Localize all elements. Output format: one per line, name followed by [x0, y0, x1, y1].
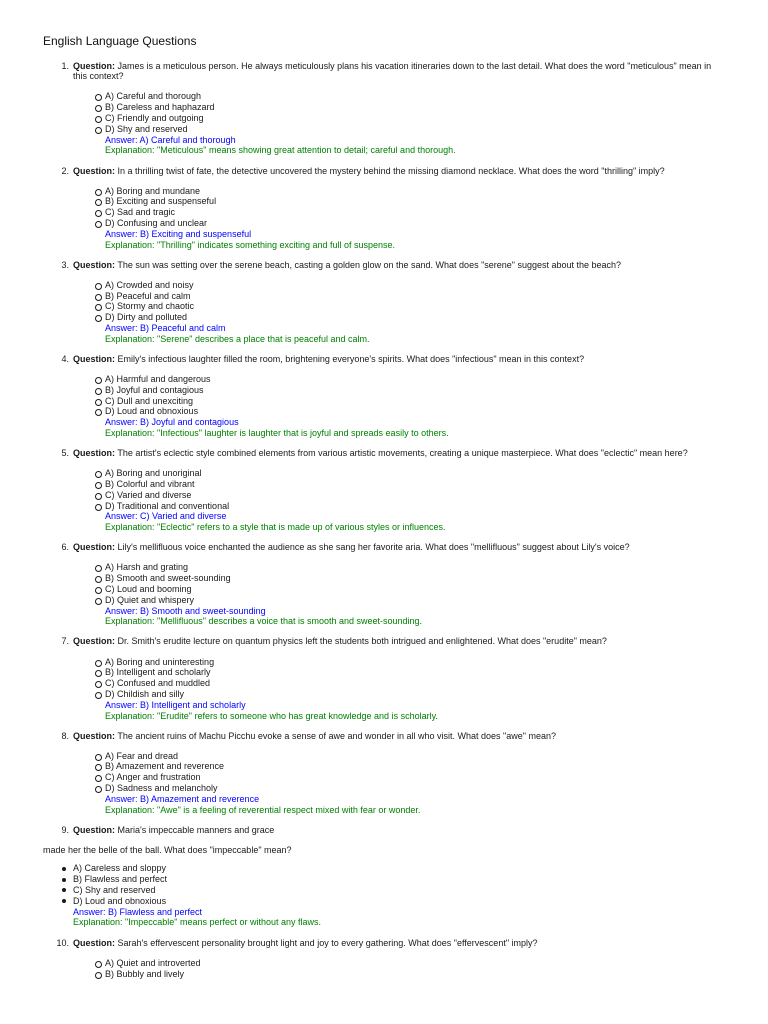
option-d: D) Traditional and conventional [105, 501, 716, 512]
option-c: C) Anger and frustration [105, 772, 716, 783]
question-item [61, 165, 716, 251]
options-list [73, 91, 716, 134]
explanation-text: Explanation: "Eclectic" refers to a style that is made up of various styles or influences. [105, 522, 446, 533]
option-a: A) Harsh and grating [105, 562, 716, 573]
option-b: B) Intelligent and scholarly [105, 667, 716, 678]
question-body: Lily's mellifluous voice enchanted the audience as she sang her favorite aria. What does "mellifluous" suggest about Lily's voice? [117, 542, 630, 553]
explanation-text: Explanation: "Impeccable" means perfect or without any flaws. [73, 917, 322, 928]
options-list [73, 374, 716, 417]
option-d: D) Loud and obnoxious [105, 406, 716, 417]
explanation-text: Explanation: "Awe" is a feeling of reverential respect mixed with fear or wonder. [105, 804, 421, 815]
option-c: C) Dull and unexciting [105, 396, 716, 407]
option-d: D) Quiet and whispery [105, 595, 716, 606]
question-list [43, 61, 716, 836]
question-text [73, 825, 716, 836]
option-b: B) Flawless and perfect [73, 874, 716, 885]
explanation-text: Explanation: "Serene" describes a place that is peaceful and calm. [105, 333, 370, 344]
answer-text: Answer: B) Amazement and reverence [105, 793, 260, 804]
question-text [73, 938, 716, 949]
question-number: 5. [61, 448, 69, 459]
options-list [73, 657, 716, 700]
option-a: A) Boring and uninteresting [105, 657, 716, 668]
explanation-text: Explanation: "Mellifluous" describes a voice that is smooth and sweet-sounding. [105, 616, 423, 627]
answer-text: Answer: A) Careful and thorough [105, 134, 236, 145]
question-text [73, 260, 716, 271]
answer-text: Answer: B) Exciting and suspenseful [105, 228, 252, 239]
option-a: A) Careful and thorough [105, 91, 716, 102]
option-b: B) Smooth and sweet-sounding [105, 573, 716, 584]
question-number: 3. [61, 259, 69, 270]
answer-text: Answer: B) Flawless and perfect [73, 906, 203, 917]
question-number: 10. [56, 938, 69, 949]
question-label: Question: [73, 824, 115, 835]
document-body [43, 61, 716, 980]
question-label: Question: [73, 448, 115, 459]
question-label: Question: [73, 60, 115, 71]
page-title: English Language Questions [43, 34, 197, 48]
options-list [73, 468, 716, 511]
question-item [61, 824, 716, 836]
option-a: A) Boring and mundane [105, 186, 716, 197]
question-number: 8. [61, 730, 69, 741]
question-number: 7. [61, 636, 69, 647]
question-number: 1. [61, 60, 69, 71]
option-a: A) Quiet and introverted [105, 958, 716, 969]
option-d: D) Childish and silly [105, 689, 716, 700]
question-text-continued: made her the belle of the ball. What does "impeccable" mean? [43, 844, 292, 855]
question-body: The sun was setting over the serene beach, casting a golden glow on the sand. What does "serene" suggest about the beach? [117, 259, 622, 270]
option-b: B) Peaceful and calm [105, 291, 716, 302]
question-body: Emily's infectious laughter filled the room, brightening everyone's spirits. What does "infectious" mean in this context? [117, 353, 585, 364]
option-c: C) Stormy and chaotic [105, 301, 716, 312]
option-c: C) Varied and diverse [105, 490, 716, 501]
question-text [73, 636, 716, 647]
option-d: D) Sadness and melancholy [105, 783, 716, 794]
option-d: D) Dirty and polluted [105, 312, 716, 323]
option-b: B) Exciting and suspenseful [105, 196, 716, 207]
option-c: C) Friendly and outgoing [105, 113, 716, 124]
question-item [61, 448, 716, 533]
explanation-text: Explanation: "Thrilling" indicates something exciting and full of suspense. [105, 239, 396, 250]
options-list [73, 751, 716, 794]
option-b: B) Careless and haphazard [105, 102, 716, 113]
question-body: James is a meticulous person. He always meticulously plans his vacation itineraries down to the last detail. What does the word "meticulous" mean in this context? [73, 60, 712, 82]
option-a: A) Careless and sloppy [73, 863, 716, 874]
option-c: C) Shy and reserved [73, 885, 716, 896]
option-c: C) Loud and booming [105, 584, 716, 595]
options-list [43, 863, 716, 906]
options-list [73, 562, 716, 605]
question-number: 6. [61, 542, 69, 553]
question-text [73, 542, 716, 553]
question-label: Question: [73, 730, 115, 741]
question-label: Question: [73, 259, 115, 270]
question-item [61, 636, 716, 721]
explanation-text: Explanation: "Meticulous" means showing great attention to detail; careful and thorough. [105, 145, 456, 156]
question-label: Question: [73, 353, 115, 364]
option-d: D) Shy and reserved [105, 124, 716, 135]
option-d: D) Confusing and unclear [105, 218, 716, 229]
option-a: A) Harmful and dangerous [105, 374, 716, 385]
question-text [73, 731, 716, 742]
question-text [73, 354, 716, 365]
option-b: B) Amazement and reverence [105, 761, 716, 772]
explanation-text: Explanation: "Erudite" refers to someone who has great knowledge and is scholarly. [105, 710, 438, 721]
question-item [61, 259, 716, 345]
question-body: The ancient ruins of Machu Picchu evoke a sense of awe and wonder in all who visit. What does "awe" mean? [117, 730, 556, 741]
question-body: In a thrilling twist of fate, the detective uncovered the mystery behind the missing diamond necklace. What does the word "thrilling" imply? [117, 165, 665, 176]
question-item [61, 353, 716, 439]
question-label: Question: [73, 938, 115, 949]
question-item [61, 60, 716, 157]
question-item [56, 938, 716, 980]
question-item [61, 542, 716, 627]
question-body: Maria's impeccable manners and grace [117, 824, 275, 835]
question-body: Sarah's effervescent personality brought light and joy to every gathering. What does "effervescent" imply? [117, 938, 538, 949]
option-a: A) Crowded and noisy [105, 280, 716, 291]
answer-text: Answer: B) Peaceful and calm [105, 323, 226, 334]
question-item [61, 730, 716, 816]
question-text [73, 448, 716, 459]
question-number: 2. [61, 165, 69, 176]
question-text [73, 61, 716, 83]
option-a: A) Fear and dread [105, 751, 716, 762]
options-list [73, 958, 716, 980]
option-c: C) Confused and muddled [105, 678, 716, 689]
options-list [73, 280, 716, 323]
question-number: 9. [61, 824, 69, 835]
question-number: 4. [61, 353, 69, 364]
option-a: A) Boring and unoriginal [105, 468, 716, 479]
option-d: D) Loud and obnoxious [73, 896, 716, 907]
question-body: Dr. Smith's erudite lecture on quantum physics left the students both intrigued and enlightened. What does "erudite" mean? [117, 636, 607, 647]
option-b: B) Colorful and vibrant [105, 479, 716, 490]
answer-text: Answer: B) Intelligent and scholarly [105, 699, 246, 710]
question-text [73, 166, 716, 177]
option-b: B) Joyful and contagious [105, 385, 716, 396]
answer-text: Answer: C) Varied and diverse [105, 511, 227, 522]
answer-text: Answer: B) Smooth and sweet-sounding [105, 605, 266, 616]
question-list [43, 938, 716, 980]
question-label: Question: [73, 165, 115, 176]
question-body: The artist's eclectic style combined elements from various artistic movements, creating a unique masterpiece. What does "eclectic" mean here? [117, 448, 688, 459]
explanation-text: Explanation: "Infectious" laughter is laughter that is joyful and spreads easily to others. [105, 427, 449, 438]
answer-text: Answer: B) Joyful and contagious [105, 417, 239, 428]
question-label: Question: [73, 636, 115, 647]
question-label: Question: [73, 542, 115, 553]
option-b: B) Bubbly and lively [105, 969, 716, 980]
options-list [73, 186, 716, 229]
option-c: C) Sad and tragic [105, 207, 716, 218]
